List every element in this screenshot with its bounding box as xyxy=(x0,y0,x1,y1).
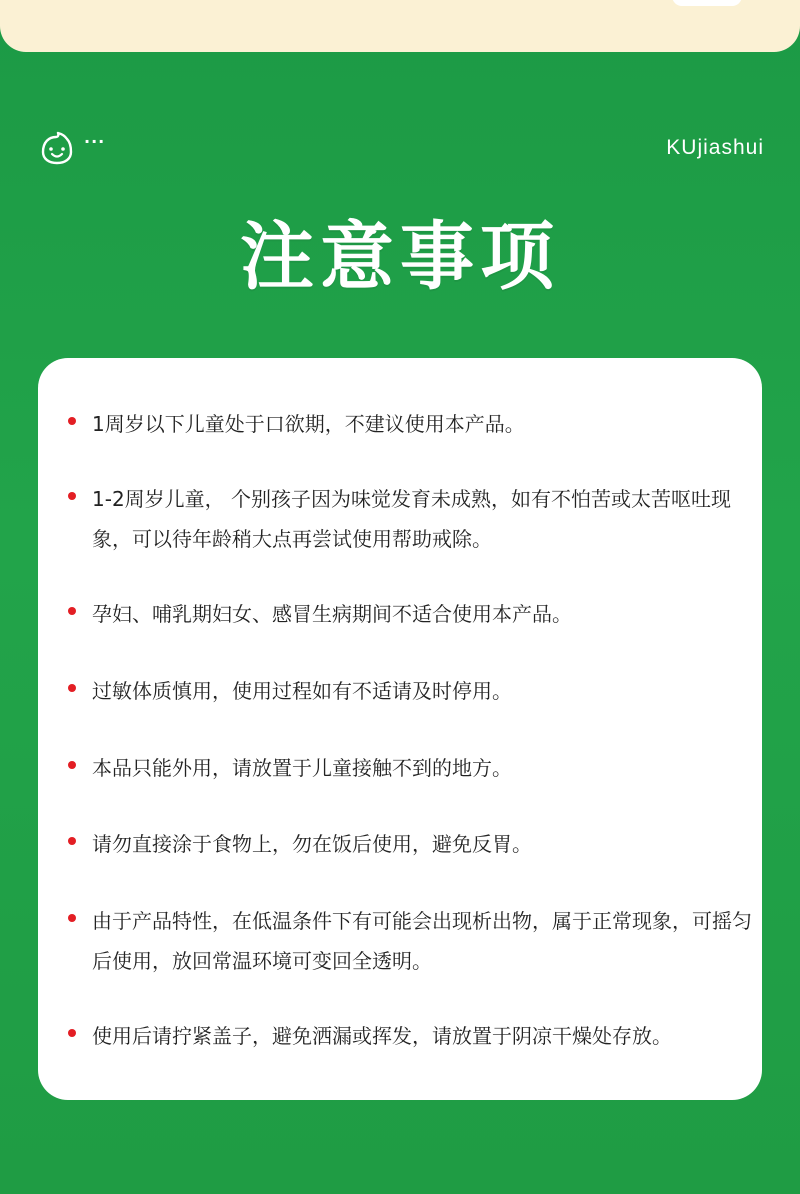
notice-text: 请勿直接涂于食物上，勿在饭后使用，避免反胃。 xyxy=(92,832,532,856)
bullet-dot-icon xyxy=(68,607,76,615)
bullet-dot-icon xyxy=(68,761,76,769)
more-dots: ··· xyxy=(84,132,106,151)
bullet-dot-icon xyxy=(68,914,76,922)
notice-text: 使用后请拧紧盖子，避免洒漏或挥发，请放置于阴凉干燥处存放。 xyxy=(92,1024,672,1048)
page-title: 注意事项 xyxy=(240,214,560,300)
notice-text: 1-2周岁儿童， 个别孩子因为味觉发育未成熟，如有不怕苦或太苦呕吐现象，可以待年龄稍大点再尝试使用帮助戒除。 xyxy=(92,487,732,551)
top-banner-edge xyxy=(0,0,800,52)
bullet-dot-icon xyxy=(68,492,76,500)
notice-card xyxy=(38,358,762,1100)
bullet-dot-icon xyxy=(68,837,76,845)
brand-name: KUjiashui xyxy=(666,136,764,159)
notice-text: 由于产品特性，在低温条件下有可能会出现析出物，属于正常现象，可摇匀后使用，放回常温环境可变回全透明。 xyxy=(92,909,752,973)
bullet-dot-icon xyxy=(68,684,76,692)
bullet-dot-icon xyxy=(68,1029,76,1037)
bullet-dot-icon xyxy=(68,417,76,425)
top-decoration xyxy=(672,0,742,6)
notice-text: 孕妇、哺乳期妇女、感冒生病期间不适合使用本产品。 xyxy=(92,602,572,626)
baby-face-icon xyxy=(34,126,78,170)
notice-text: 1周岁以下儿童处于口欲期，不建议使用本产品。 xyxy=(92,412,525,436)
header xyxy=(0,126,800,170)
notice-text: 过敏体质慎用，使用过程如有不适请及时停用。 xyxy=(92,679,512,703)
notice-text: 本品只能外用，请放置于儿童接触不到的地方。 xyxy=(92,756,512,780)
